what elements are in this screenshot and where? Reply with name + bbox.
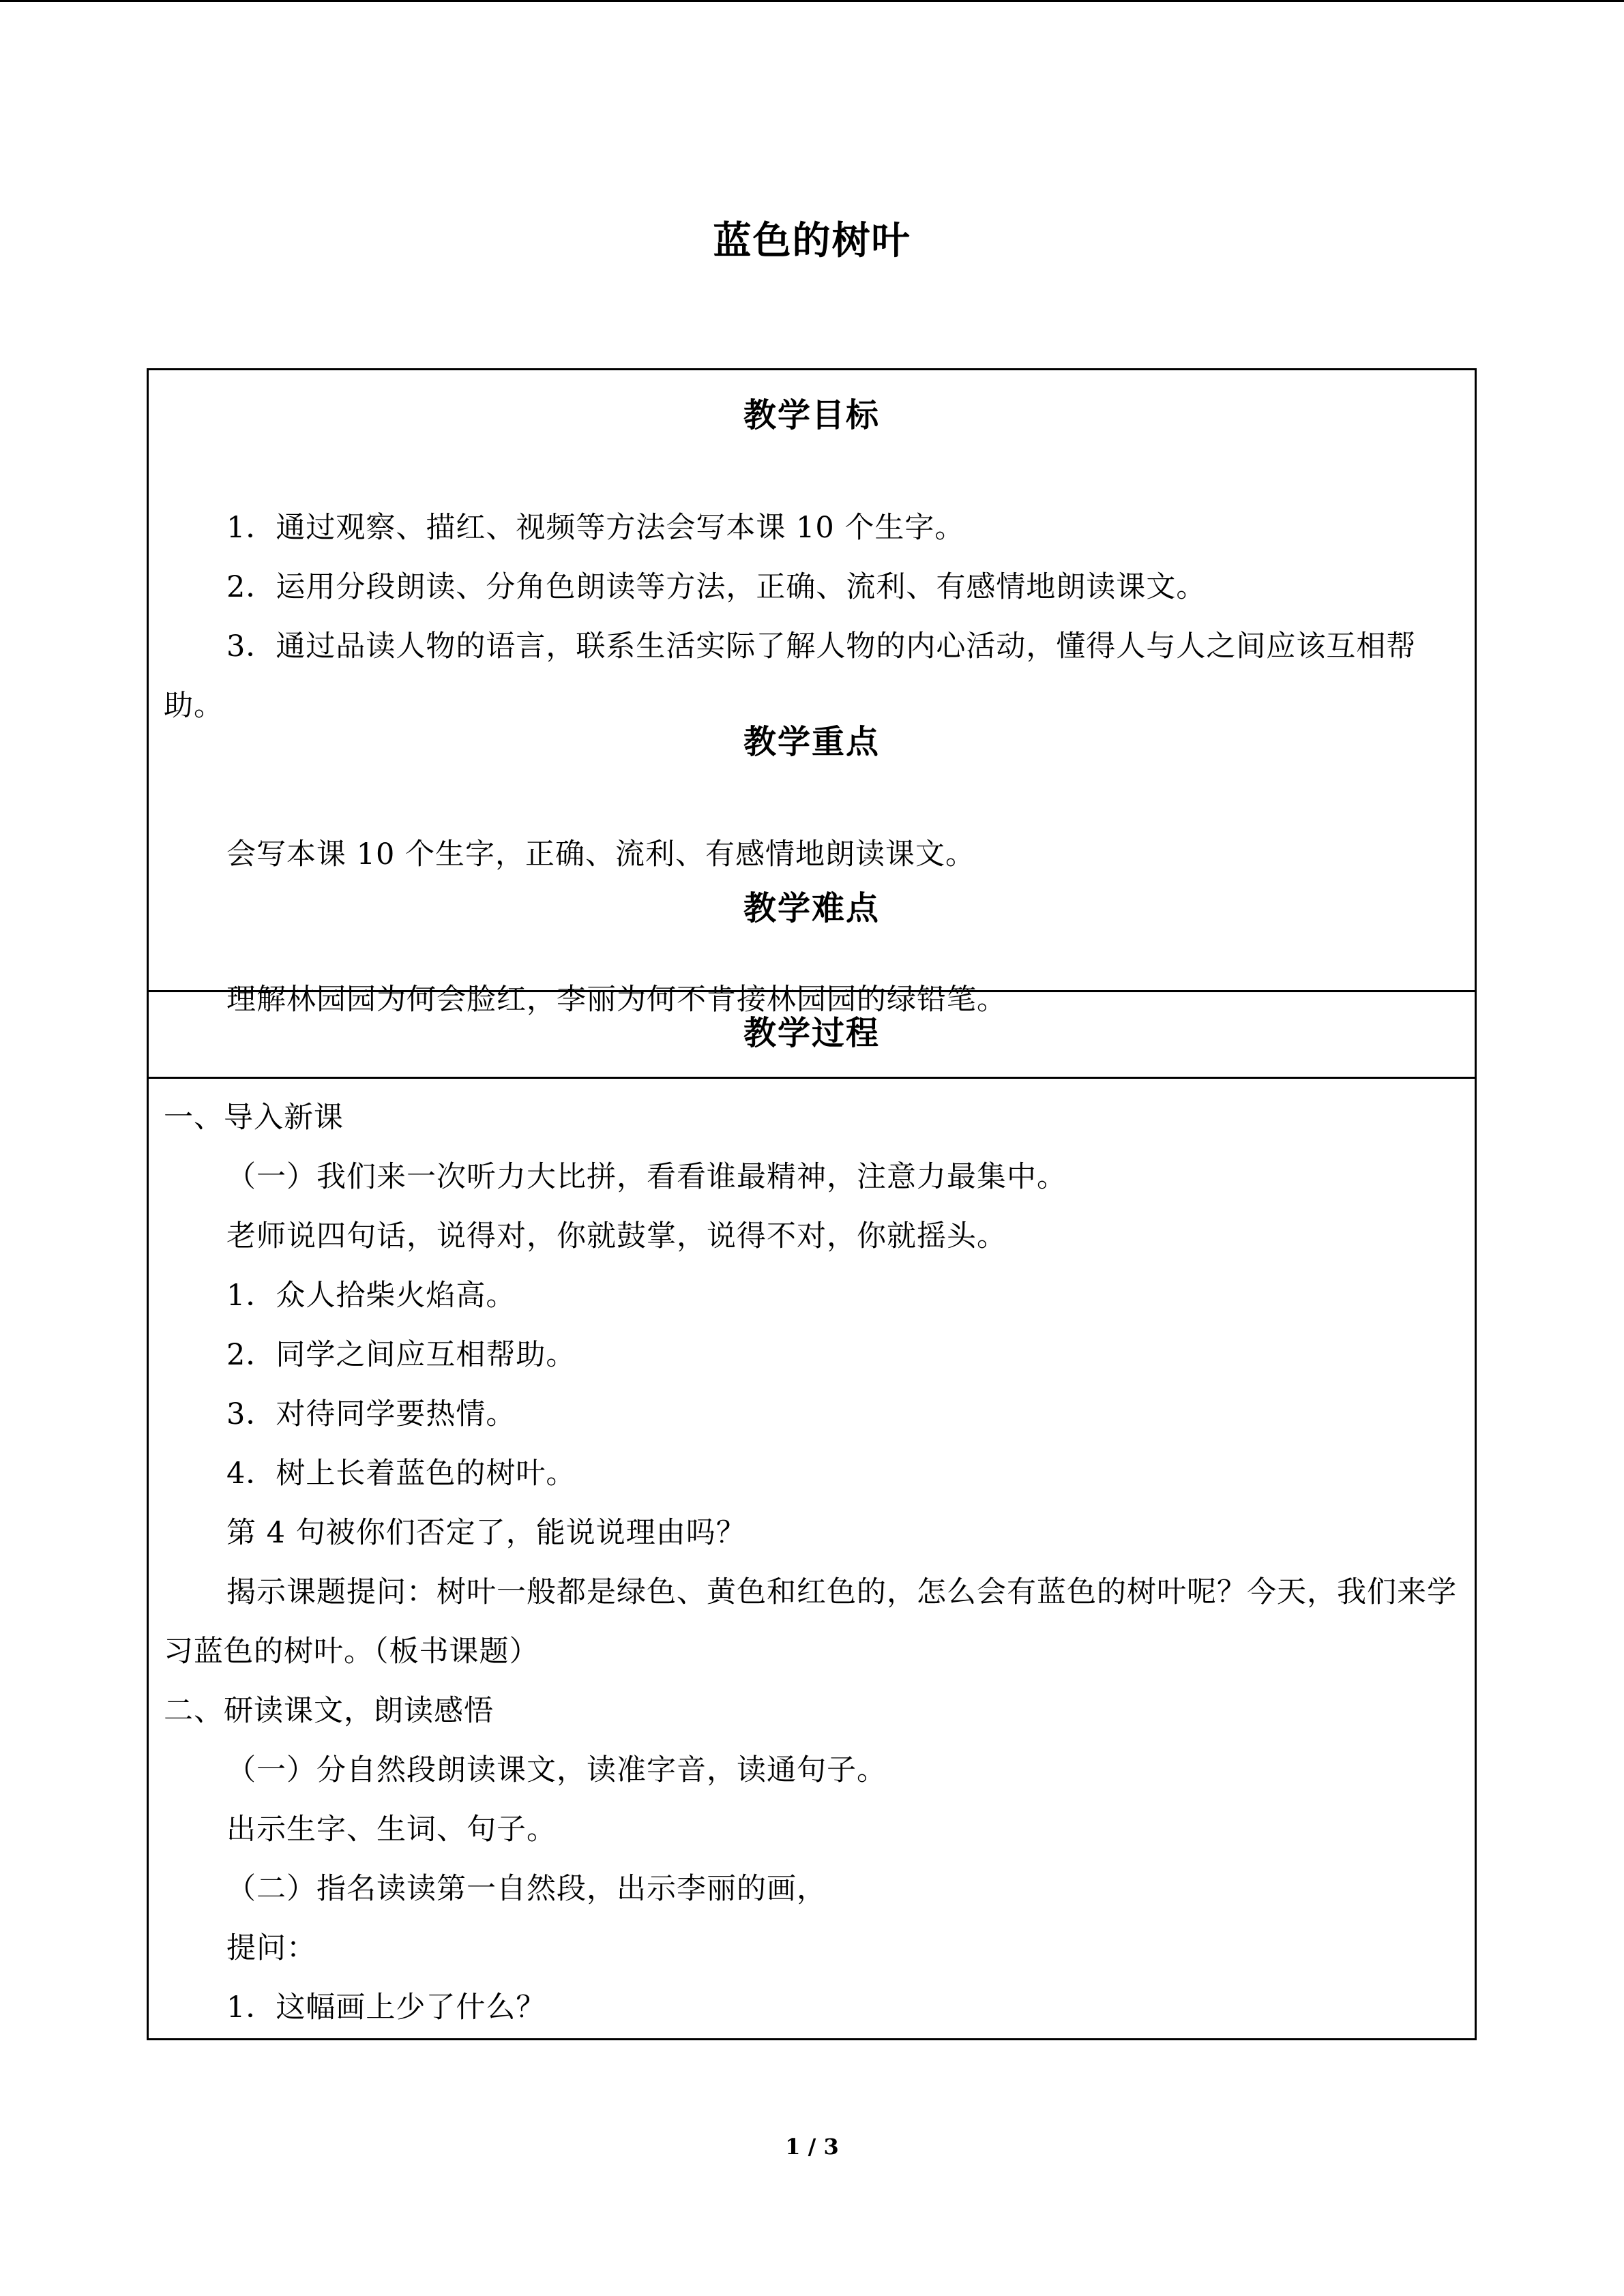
objective-item-2: 2．运用分段朗读、分角色朗读等方法，正确、流利、有感情地朗读课文。: [226, 570, 1207, 604]
process-line-15: 1．这幅画上少了什么？: [226, 1991, 546, 2025]
process-line-10: 二、研读课文，朗读感悟: [164, 1694, 494, 1728]
process-line-3: 老师说四句话，说得对，你就鼓掌，说得不对，你就摇头。: [226, 1219, 1007, 1253]
process-line-5: 2．同学之间应互相帮助。: [226, 1338, 576, 1372]
process-line-7: 4．树上长着蓝色的树叶。: [226, 1457, 576, 1491]
objective-item-1: 1．通过观察、描红、视频等方法会写本课 10 个生字。: [226, 511, 965, 545]
process-line-12: 出示生字、生词、句子。: [226, 1813, 557, 1847]
key-points-text: 会写本课 10 个生字，正确、流利、有感情地朗读课文。: [226, 837, 976, 871]
process-line-9: 揭示课题提问：树叶一般都是绿色、黄色和红色的，怎么会有蓝色的树叶呢？今天，我们来学习蓝色的树叶。（板书课题）: [164, 1575, 1457, 1669]
objectives-heading: 教学目标: [743, 396, 880, 434]
top-border-line: [0, 0, 1624, 2]
document-title: 蓝色的树叶: [713, 219, 911, 263]
process-section: [147, 1077, 1477, 2040]
objectives-section: [147, 368, 1477, 1017]
objective-item-3: 3．通过品读人物的语言，联系生活实际了解人物的内心活动，懂得人与人之间应该互相帮助。: [164, 629, 1417, 723]
process-line-11: （一）分自然段朗读课文，读准字音，读通句子。: [226, 1753, 887, 1787]
process-line-14: 提问：: [226, 1931, 316, 1965]
page-number: 1 / 3: [785, 2134, 839, 2160]
process-heading-row: [147, 990, 1477, 1079]
difficulties-text: 理解林园园为何会脸红，李丽为何不肯接林园园的绿铅笔。: [226, 983, 1007, 1017]
process-line-6: 3．对待同学要热情。: [226, 1397, 516, 1431]
process-heading: 教学过程: [743, 1014, 880, 1052]
process-line-13: （二）指名读读第一自然段，出示李丽的画，: [226, 1872, 827, 1906]
process-line-2: （一）我们来一次听力大比拼，看看谁最精神，注意力最集中。: [226, 1160, 1067, 1194]
process-line-8: 第 4 句被你们否定了，能说说理由吗？: [226, 1516, 746, 1550]
key-points-heading: 教学重点: [743, 723, 880, 761]
process-line-1: 一、导入新课: [164, 1101, 344, 1135]
process-line-4: 1．众人拾柴火焰高。: [226, 1279, 516, 1313]
difficulties-heading: 教学难点: [743, 889, 880, 927]
